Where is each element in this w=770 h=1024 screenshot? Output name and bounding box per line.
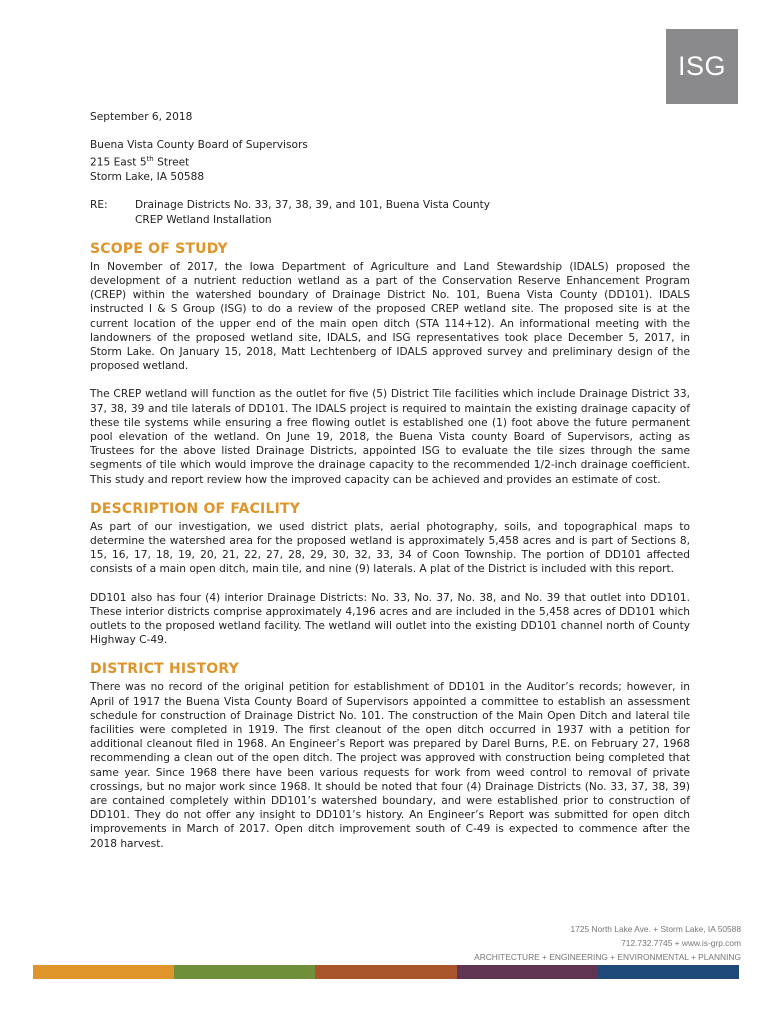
footer-phone-web: 712.732.7745 + www.is-grp.com	[621, 938, 741, 948]
address-line-1: Buena Vista County Board of Supervisors	[90, 139, 308, 152]
facility-paragraph-1: As part of our investigation, we used district plats, aerial photography, soils, and topographical maps to determine the watershed area for the proposed wetland is approximately 5,458 acres and is part of Sections 8, 15, 16, 17, 18, 19, 20, 21, 22, 27, 28, 29, 30, 32, 33, 34 of Coon Township. The portion of DD101 affected consists of a main open ditch, main tile, and nine (9) laterals. A plat of the District is included with this report.	[90, 520, 690, 576]
heading-district-history: DISTRICT HISTORY	[90, 661, 239, 678]
address-line-2: 215 East 5th Street	[90, 155, 190, 169]
logo-text: ISG	[677, 51, 726, 81]
color-bar-segment	[315, 965, 456, 979]
scope-paragraph-2: The CREP wetland will function as the outlet for five (5) District Tile facilities which include Drainage District 33, 37, 38, 39 and tile laterals of DD101. The IDALS project is required to maintain the existing drainage capacity of these tile systems while ensuring a free flowing outlet is established one (1) foot above the future permanent pool elevation of the wetland. On June 19, 2018, the Buena Vista county Board of Supervisors, acting as Trustees for the above listed Drainage Districts, appointed ISG to evaluate the tile sizes through the same segments of tile which would improve the drainage capacity to the recommended 1/2-inch drainage coefficient. This study and report review how the improved capacity can be achieved and provides an estimate of cost.	[90, 388, 690, 486]
isg-logo	[666, 29, 738, 104]
footer-services: ARCHITECTURE + ENGINEERING + ENVIRONMENTAL + PLANNING	[474, 952, 741, 962]
heading-scope-of-study: SCOPE OF STUDY	[90, 240, 228, 257]
scope-paragraph-1: In November of 2017, the Iowa Department of Agriculture and Land Stewardship (IDALS) proposed the development of a nutrient reduction wetland as a part of the Conservation Reserve Enhancement Program (CREP) within the watershed boundary of Drainage District No. 101, Buena Vista County (DD101). IDALS instructed I & S Group (ISG) to do a review of the proposed CREP wetland site. The proposed site is at the current location of the upper end of the main open ditch (STA 114+12). An informational meeting with the landowners of the proposed wetland site, IDALS, and ISG representatives took place December 5, 2017, in Storm Lake. On January 15, 2018, Matt Lechtenberg of IDALS approved survey and preliminary design of the proposed wetland.	[90, 260, 690, 373]
history-paragraph-1: There was no record of the original petition for establishment of DD101 in the Auditor’s records; however, in April of 1917 the Buena Vista County Board of Supervisors appointed a committee to establish an assessment schedule for construction of Drainage District No. 101. The construction of the Main Open Ditch and lateral tile facilities were completed in 1919. The first cleanout of the open ditch occurred in 1937 with a petition for additional cleanout filed in 1968. An Engineer’s Report was prepared by Darel Burns, P.E. on February 27, 1968 recommending a clean out of the open ditch. The project was approved with construction being completed that same year. Since 1968 there have been various requests for work from weed control to removal of private crossings, but no major work since 1968. It should be noted that four (4) Drainage Districts (No. 33, 37, 38, 39) are contained completely within DD101’s watershed boundary, and were established prior to construction of DD101. They do not offer any insight to DD101’s history. An Engineer’s Report was submitted for open ditch improvements in March of 2017. Open ditch improvement south of C-49 is expected to commence after the 2018 harvest.	[90, 681, 690, 850]
re-label: RE:	[90, 199, 108, 212]
footer-address: 1725 North Lake Ave. + Storm Lake, IA 50588	[570, 924, 741, 934]
recipient-address	[90, 138, 690, 184]
footer-color-bar	[33, 965, 739, 979]
letter-body	[90, 110, 690, 865]
subject-line	[90, 198, 690, 226]
color-bar-segment	[33, 965, 174, 979]
color-bar-segment	[598, 965, 739, 979]
letter-date: September 6, 2018	[90, 111, 193, 123]
color-bar-segment	[174, 965, 315, 979]
facility-paragraph-2: DD101 also has four (4) interior Drainage Districts: No. 33, No. 37, No. 38, and No. 39 that outlet into DD101. These interior districts comprise approximately 4,196 acres and are included in the 5,458 acres of DD101 which outlets to the proposed wetland facility. The wetland will outlet into the existing DD101 channel north of County Highway C-49.	[90, 591, 690, 647]
footer-contact	[474, 922, 741, 964]
address-line-3: Storm Lake, IA 50588	[90, 171, 205, 184]
heading-description-of-facility: DESCRIPTION OF FACILITY	[90, 500, 301, 517]
re-line-1: Drainage Districts No. 33, 37, 38, 39, and 101, Buena Vista County	[135, 199, 491, 212]
color-bar-segment	[457, 965, 598, 979]
re-line-2: CREP Wetland Installation	[135, 213, 272, 226]
